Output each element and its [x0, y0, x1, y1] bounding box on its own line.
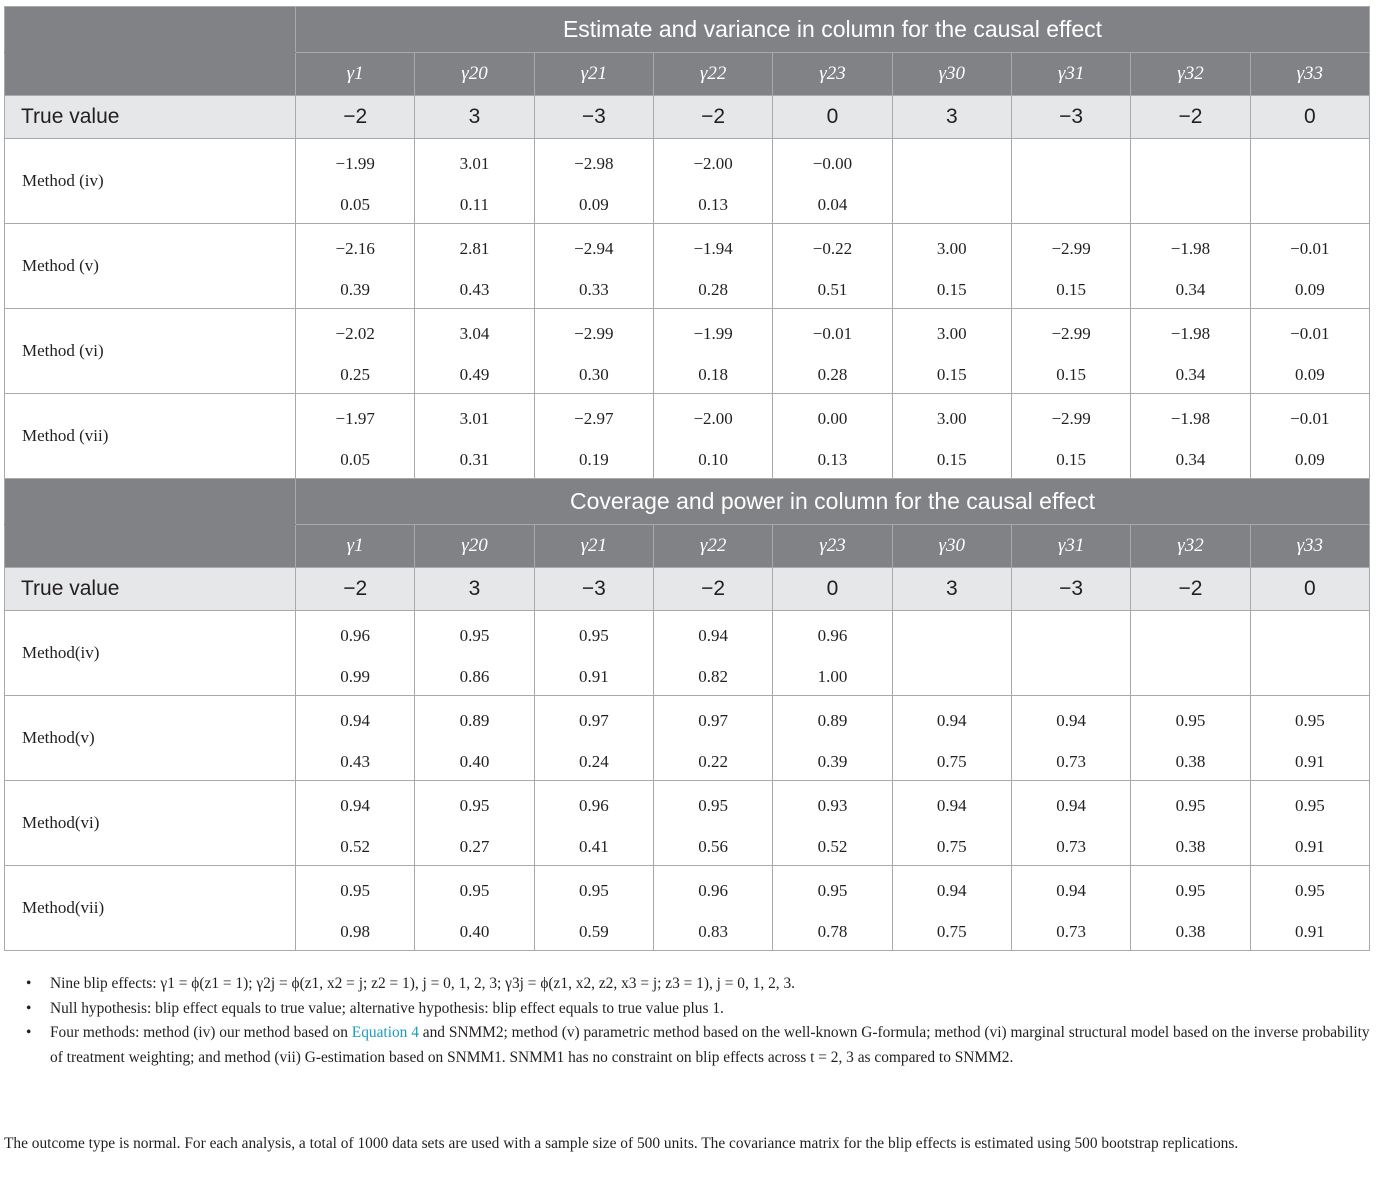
lower-value: 0.09: [1294, 450, 1325, 469]
true-value-cell: 3: [892, 96, 1011, 139]
method-row: [5, 139, 1370, 224]
upper-value: 0.97: [698, 711, 729, 730]
upper-value: 3.00: [936, 324, 967, 343]
column-header: γ20: [415, 53, 534, 96]
upper-value: −1.99: [693, 324, 733, 343]
value-cell: [1011, 224, 1130, 309]
column-header: γ33: [1250, 53, 1369, 96]
value-cell: [892, 611, 1011, 696]
lower-value: 0.15: [936, 450, 967, 469]
column-header: γ32: [1131, 525, 1250, 568]
note-blip-effects: [26, 972, 1370, 997]
upper-value: −1.94: [693, 239, 733, 258]
upper-value: −0.01: [1290, 409, 1330, 428]
column-header: γ22: [653, 525, 772, 568]
column-header: γ31: [1011, 525, 1130, 568]
method-label: Method (vii): [5, 394, 296, 479]
lower-value: 0.56: [698, 837, 729, 856]
column-header: γ1: [296, 525, 415, 568]
bullet-icon: •: [26, 1024, 32, 1041]
blank-cell: [5, 525, 296, 568]
value-cell: [653, 866, 772, 951]
upper-value: [893, 152, 1011, 176]
true-value-row: [5, 96, 1370, 139]
lower-value: 0.83: [698, 922, 729, 941]
value-cell: [1011, 866, 1130, 951]
value-cell: [1250, 696, 1369, 781]
value-cell: [296, 696, 415, 781]
value-cell: [892, 139, 1011, 224]
lower-value: 0.91: [1294, 752, 1325, 771]
value-cell: [296, 394, 415, 479]
value-cell: [415, 781, 534, 866]
lower-value: 0.38: [1175, 837, 1206, 856]
upper-value: 0.95: [698, 796, 729, 815]
upper-value: [1251, 624, 1369, 648]
lower-value: 0.91: [1294, 837, 1325, 856]
lower-value: 0.38: [1175, 922, 1206, 941]
lower-value: 0.15: [936, 280, 967, 299]
value-cell: [1131, 781, 1250, 866]
lower-value: 0.15: [1056, 365, 1086, 384]
value-cell: [892, 696, 1011, 781]
lower-value: 0.13: [698, 195, 729, 214]
upper-value: 0.95: [578, 626, 609, 645]
upper-value: 3.00: [936, 409, 967, 428]
lower-value: 0.30: [578, 365, 609, 384]
upper-value: −2.99: [574, 324, 614, 343]
notes-list: [26, 972, 1370, 1070]
value-cell: [534, 866, 653, 951]
method-row: [5, 866, 1370, 951]
method-label: Method(vi): [5, 781, 296, 866]
lower-value: 0.91: [578, 667, 609, 686]
value-cell: [296, 309, 415, 394]
lower-value: [1131, 193, 1249, 217]
lower-value: 0.86: [459, 667, 490, 686]
lower-value: 0.28: [698, 280, 729, 299]
upper-value: 2.81: [459, 239, 490, 258]
lower-value: [1251, 193, 1369, 217]
true-value-cell: 0: [1250, 96, 1369, 139]
lower-value: 0.24: [578, 752, 609, 771]
lower-value: 0.34: [1175, 450, 1206, 469]
upper-value: −0.00: [812, 154, 853, 173]
value-cell: [1011, 309, 1130, 394]
true-value-row: [5, 568, 1370, 611]
upper-value: 0.95: [340, 881, 371, 900]
upper-value: −2.98: [574, 154, 614, 173]
lower-value: 0.05: [340, 450, 371, 469]
value-cell: [1250, 309, 1369, 394]
lower-value: 0.40: [459, 922, 490, 941]
lower-value: 0.40: [459, 752, 490, 771]
value-cell: [773, 139, 892, 224]
upper-value: 0.96: [340, 626, 371, 645]
method-label: Method(iv): [5, 611, 296, 696]
upper-value: [893, 624, 1011, 648]
method-label: Method (vi): [5, 309, 296, 394]
results-table: [4, 6, 1370, 951]
value-cell: [892, 309, 1011, 394]
true-value-cell: −3: [1011, 568, 1130, 611]
lower-value: [1251, 665, 1369, 689]
upper-value: 0.95: [459, 626, 490, 645]
value-cell: [296, 224, 415, 309]
lower-value: [1131, 665, 1249, 689]
true-value-cell: 0: [1250, 568, 1369, 611]
lower-value: 0.15: [1056, 450, 1086, 469]
value-cell: [773, 781, 892, 866]
upper-value: 0.95: [578, 881, 609, 900]
lower-value: 0.91: [1294, 922, 1325, 941]
note-text: Nine blip effects: γ1 = ϕ(z1 = 1); γ2j = ϕ(z1, x2 = j; z2 = 1), j = 0, 1, 2, 3; γ3j = ϕ(z1, x2, z2, x3 = j; z3 = 1), j = 0, 1, 2, 3.: [50, 975, 796, 992]
bullet-icon: •: [26, 975, 32, 992]
upper-value: 0.96: [698, 881, 729, 900]
true-value-label: True value: [5, 96, 296, 139]
lower-value: 0.10: [698, 450, 729, 469]
lower-value: 0.15: [1056, 280, 1086, 299]
method-row: [5, 394, 1370, 479]
lower-value: 0.52: [340, 837, 371, 856]
lower-value: 0.99: [340, 667, 371, 686]
true-value-cell: −2: [1131, 96, 1250, 139]
value-cell: [773, 394, 892, 479]
upper-value: [1012, 624, 1130, 648]
lower-value: [893, 665, 1011, 689]
lower-value: 0.22: [698, 752, 729, 771]
upper-value: 0.94: [698, 626, 729, 645]
column-header: γ21: [534, 525, 653, 568]
value-cell: [415, 611, 534, 696]
value-cell: [653, 224, 772, 309]
method-row: [5, 309, 1370, 394]
upper-value: 3.00: [936, 239, 967, 258]
upper-value: −2.99: [1051, 409, 1091, 428]
upper-value: 0.94: [1056, 796, 1086, 815]
column-header: γ23: [773, 53, 892, 96]
upper-value: [1131, 152, 1249, 176]
value-cell: [773, 611, 892, 696]
column-header: γ30: [892, 525, 1011, 568]
lower-value: [1012, 665, 1130, 689]
true-value-cell: −3: [1011, 96, 1130, 139]
lower-value: 0.31: [459, 450, 490, 469]
lower-value: 0.28: [817, 365, 848, 384]
upper-value: −1.97: [335, 409, 375, 428]
lower-value: 0.18: [698, 365, 729, 384]
upper-value: −0.01: [1290, 239, 1330, 258]
true-value-cell: −2: [1131, 568, 1250, 611]
lower-value: 0.98: [340, 922, 371, 941]
value-cell: [773, 309, 892, 394]
blank-cell: [5, 7, 296, 53]
lower-value: 0.09: [578, 195, 609, 214]
column-header: γ32: [1131, 53, 1250, 96]
value-cell: [296, 139, 415, 224]
lower-value: 0.34: [1175, 280, 1206, 299]
value-cell: [1011, 696, 1130, 781]
note-methods: [26, 1021, 1370, 1070]
upper-value: 0.94: [1056, 881, 1086, 900]
value-cell: [1250, 866, 1369, 951]
bullet-icon: •: [26, 999, 32, 1017]
column-header: γ1: [296, 53, 415, 96]
lower-value: 0.25: [340, 365, 371, 384]
section-title: Coverage and power in column for the causal effect: [296, 479, 1370, 525]
lower-value: 0.75: [936, 922, 967, 941]
true-value-cell: 3: [415, 568, 534, 611]
lower-value: 0.39: [817, 752, 848, 771]
value-cell: [1131, 224, 1250, 309]
lower-value: 0.75: [936, 837, 967, 856]
lower-value: 0.78: [817, 922, 848, 941]
true-value-cell: 3: [415, 96, 534, 139]
value-cell: [534, 309, 653, 394]
lower-value: 0.39: [340, 280, 371, 299]
true-value-cell: −3: [534, 568, 653, 611]
upper-value: 0.95: [817, 881, 848, 900]
column-header: γ31: [1011, 53, 1130, 96]
method-label: Method(vii): [5, 866, 296, 951]
value-cell: [653, 611, 772, 696]
table-footnote: The outcome type is normal. For each analysis, a total of 1000 data sets are used with a sample size of 500 units. The covariance matrix for the blip effects is estimated using 500 bootstrap replications.: [4, 1135, 1239, 1152]
value-cell: [892, 866, 1011, 951]
upper-value: 0.95: [1175, 711, 1206, 730]
upper-value: 0.95: [1294, 796, 1325, 815]
value-cell: [1011, 611, 1130, 696]
upper-value: 0.97: [578, 711, 609, 730]
note-text: Four methods: method (iv) our method based on: [50, 1024, 352, 1041]
upper-value: 0.94: [340, 711, 371, 730]
lower-value: 0.59: [578, 922, 609, 941]
true-value-cell: 0: [773, 568, 892, 611]
value-cell: [1250, 781, 1369, 866]
upper-value: −0.22: [812, 239, 853, 258]
lower-value: [1012, 193, 1130, 217]
lower-value: 0.75: [936, 752, 967, 771]
value-cell: [534, 394, 653, 479]
value-cell: [415, 696, 534, 781]
lower-value: 0.43: [459, 280, 490, 299]
upper-value: [1251, 152, 1369, 176]
lower-value: 0.34: [1175, 365, 1206, 384]
column-header: γ30: [892, 53, 1011, 96]
lower-value: 0.52: [817, 837, 848, 856]
upper-value: −0.01: [812, 324, 853, 343]
lower-value: 0.49: [459, 365, 490, 384]
method-row: [5, 611, 1370, 696]
value-cell: [1131, 611, 1250, 696]
section-title-row: [5, 7, 1370, 53]
true-value-cell: −3: [534, 96, 653, 139]
value-cell: [296, 781, 415, 866]
blank-cell: [5, 53, 296, 96]
value-cell: [534, 611, 653, 696]
value-cell: [1131, 139, 1250, 224]
lower-value: 0.15: [936, 365, 967, 384]
lower-value: 0.04: [817, 195, 848, 214]
value-cell: [1131, 309, 1250, 394]
value-cell: [653, 696, 772, 781]
lower-value: 0.73: [1056, 752, 1086, 771]
value-cell: [415, 309, 534, 394]
method-label: Method(v): [5, 696, 296, 781]
lower-value: 0.09: [1294, 280, 1325, 299]
lower-value: 0.38: [1175, 752, 1206, 771]
lower-value: 0.73: [1056, 922, 1086, 941]
value-cell: [534, 781, 653, 866]
upper-value: 0.95: [459, 881, 490, 900]
upper-value: 0.89: [817, 711, 848, 730]
value-cell: [534, 139, 653, 224]
upper-value: 0.94: [936, 881, 967, 900]
upper-value: 0.89: [459, 711, 490, 730]
value-cell: [296, 611, 415, 696]
lower-value: 0.27: [459, 837, 490, 856]
upper-value: −2.00: [693, 409, 733, 428]
lower-value: 0.11: [459, 195, 490, 214]
upper-value: −0.01: [1290, 324, 1330, 343]
lower-value: 0.82: [698, 667, 729, 686]
value-cell: [653, 309, 772, 394]
upper-value: −1.98: [1170, 409, 1211, 428]
lower-value: 0.13: [817, 450, 848, 469]
upper-value: 0.95: [1175, 881, 1206, 900]
upper-value: 0.95: [1294, 711, 1325, 730]
upper-value: 0.96: [817, 626, 848, 645]
equation-link[interactable]: Equation 4: [351, 1024, 419, 1041]
value-cell: [534, 696, 653, 781]
value-cell: [1250, 611, 1369, 696]
lower-value: 0.43: [340, 752, 371, 771]
column-header: γ21: [534, 53, 653, 96]
value-cell: [653, 781, 772, 866]
true-value-cell: −2: [653, 568, 772, 611]
value-cell: [653, 139, 772, 224]
method-label: Method (v): [5, 224, 296, 309]
method-label: Method (iv): [5, 139, 296, 224]
lower-value: [893, 193, 1011, 217]
lower-value: 0.41: [578, 837, 609, 856]
column-header: γ23: [773, 525, 892, 568]
upper-value: 0.95: [1175, 796, 1206, 815]
upper-value: −2.00: [693, 154, 733, 173]
value-cell: [1011, 394, 1130, 479]
lower-value: 1.00: [817, 667, 848, 686]
value-cell: [653, 394, 772, 479]
value-cell: [892, 781, 1011, 866]
true-value-cell: −2: [296, 96, 415, 139]
lower-value: 0.33: [578, 280, 609, 299]
upper-value: 0.94: [936, 796, 967, 815]
value-cell: [415, 394, 534, 479]
upper-value: −2.16: [335, 239, 375, 258]
upper-value: 3.04: [459, 324, 490, 343]
upper-value: 0.94: [340, 796, 371, 815]
value-cell: [892, 224, 1011, 309]
upper-value: −2.99: [1051, 324, 1091, 343]
section-title-row: [5, 479, 1370, 525]
true-value-cell: −2: [653, 96, 772, 139]
upper-value: 0.95: [459, 796, 490, 815]
value-cell: [892, 394, 1011, 479]
lower-value: 0.19: [578, 450, 609, 469]
upper-value: 0.96: [578, 796, 609, 815]
value-cell: [415, 139, 534, 224]
true-value-cell: 3: [892, 568, 1011, 611]
upper-value: 0.00: [817, 409, 848, 428]
column-header-row: [5, 53, 1370, 96]
lower-value: 0.09: [1294, 365, 1325, 384]
upper-value: −1.99: [335, 154, 375, 173]
section-title: Estimate and variance in column for the causal effect: [296, 7, 1370, 53]
upper-value: 3.01: [459, 409, 490, 428]
value-cell: [415, 224, 534, 309]
blank-cell: [5, 479, 296, 525]
upper-value: 0.94: [936, 711, 967, 730]
column-header: γ22: [653, 53, 772, 96]
method-row: [5, 781, 1370, 866]
value-cell: [534, 224, 653, 309]
value-cell: [1131, 866, 1250, 951]
lower-value: 0.05: [340, 195, 371, 214]
value-cell: [773, 224, 892, 309]
value-cell: [1250, 139, 1369, 224]
lower-value: 0.73: [1056, 837, 1086, 856]
method-row: [5, 696, 1370, 781]
method-row: [5, 224, 1370, 309]
upper-value: −2.94: [574, 239, 614, 258]
upper-value: 0.95: [1294, 881, 1325, 900]
upper-value: −1.98: [1170, 239, 1211, 258]
true-value-label: True value: [5, 568, 296, 611]
lower-value: 0.51: [817, 280, 848, 299]
upper-value: −2.97: [574, 409, 614, 428]
column-header: γ20: [415, 525, 534, 568]
upper-value: 3.01: [459, 154, 490, 173]
true-value-cell: 0: [773, 96, 892, 139]
true-value-cell: −2: [296, 568, 415, 611]
upper-value: [1131, 624, 1249, 648]
value-cell: [1250, 224, 1369, 309]
value-cell: [1250, 394, 1369, 479]
value-cell: [296, 866, 415, 951]
upper-value: 0.93: [817, 796, 848, 815]
upper-value: −1.98: [1170, 324, 1211, 343]
value-cell: [773, 696, 892, 781]
note-text: and SNMM2; method (v) parametric method based on the well-known G-formula; method (vi) marginal structural model based on the inverse probability of treatment weighting; and method (vii) G-estimation based on SNMM1. SNMM1 has no constraint on blip effects across t = 2, 3 as compared to SNMM2.: [50, 1024, 1370, 1066]
value-cell: [415, 866, 534, 951]
column-header: γ33: [1250, 525, 1369, 568]
value-cell: [1011, 139, 1130, 224]
upper-value: −2.02: [335, 324, 375, 343]
value-cell: [773, 866, 892, 951]
value-cell: [1131, 394, 1250, 479]
note-text: Null hypothesis: blip effect equals to true value; alternative hypothesis: blip effect equals to true value plus 1.: [50, 999, 724, 1017]
note-hypothesis: [26, 997, 1370, 1022]
upper-value: −2.99: [1051, 239, 1091, 258]
column-header-row: [5, 525, 1370, 568]
upper-value: 0.94: [1056, 711, 1086, 730]
upper-value: [1012, 152, 1130, 176]
value-cell: [1131, 696, 1250, 781]
value-cell: [1011, 781, 1130, 866]
